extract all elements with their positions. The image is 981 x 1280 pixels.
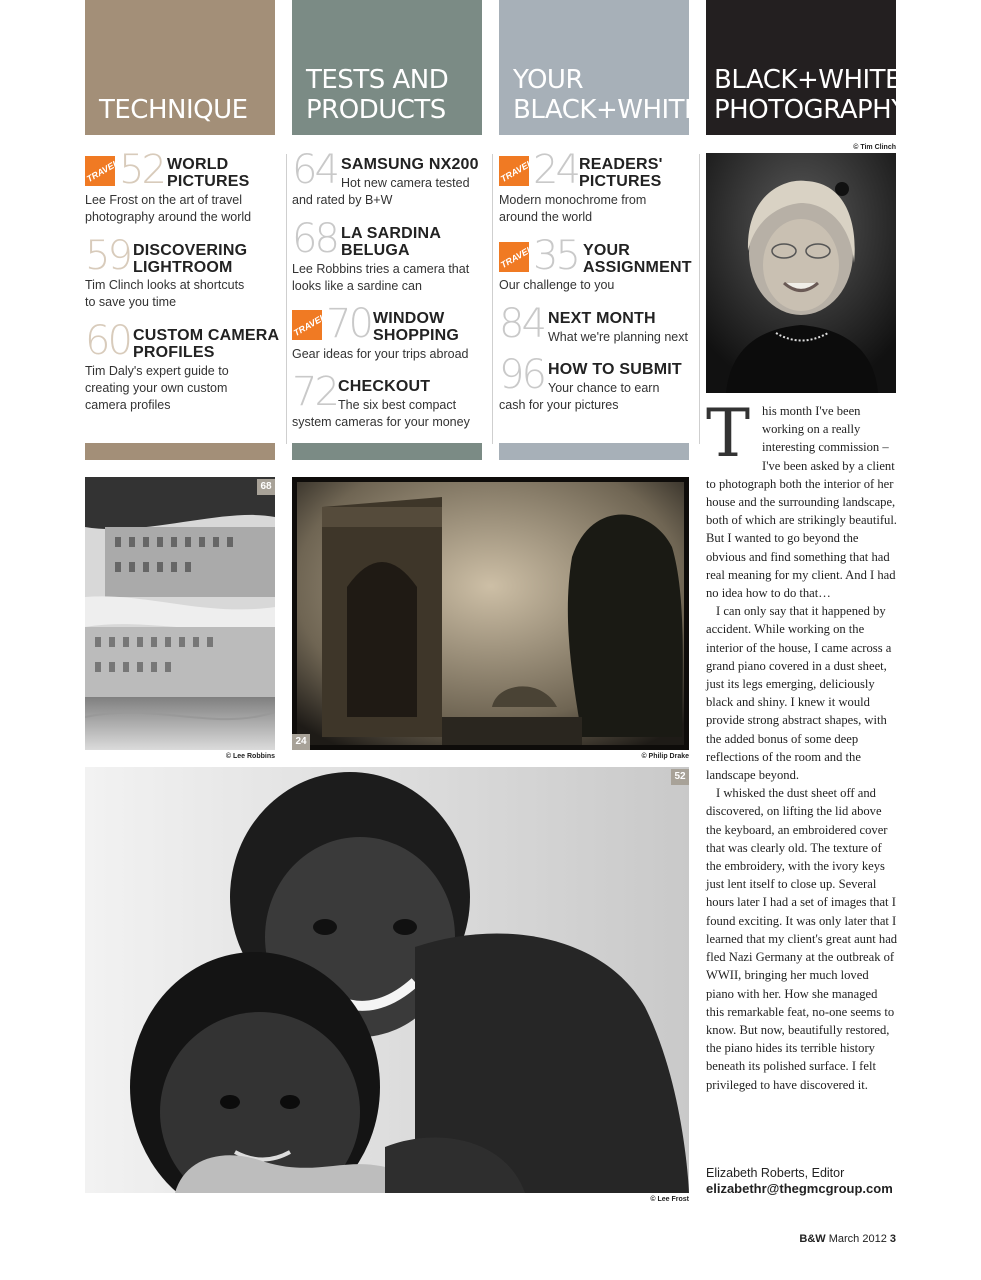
section-header-bw xyxy=(706,0,907,135)
section-header-technique xyxy=(85,0,275,135)
page-footer xyxy=(799,1233,896,1245)
entry-title: CUSTOM CAMERA xyxy=(133,327,280,344)
editor-portrait-photo[interactable] xyxy=(706,153,896,393)
entry-description: looks like a sardine can xyxy=(292,279,422,293)
travel-badge: TRAVEL xyxy=(84,157,121,185)
entry-title: SHOPPING xyxy=(373,327,460,344)
entry-description: camera profiles xyxy=(85,398,171,412)
contents-entry[interactable] xyxy=(292,369,487,434)
photo-credit: © Philip Drake xyxy=(641,753,689,760)
page-number: 35 xyxy=(533,233,578,279)
contents-entry[interactable] xyxy=(292,216,487,297)
drop-cap: T xyxy=(706,395,751,472)
column-divider xyxy=(699,154,700,444)
page-number: 84 xyxy=(499,301,544,347)
page-number: 24 xyxy=(533,147,578,193)
entry-title: YOUR xyxy=(583,242,631,259)
paris-image xyxy=(85,477,275,750)
section-bar xyxy=(499,443,689,460)
section-bar xyxy=(292,443,482,460)
contents-entry[interactable] xyxy=(84,147,280,236)
entry-title: PROFILES xyxy=(133,344,215,361)
entry-description: Lee Robbins tries a camera that xyxy=(292,262,470,276)
editor-portrait-image xyxy=(706,153,896,393)
footer-page-number: 3 xyxy=(889,1233,896,1245)
contents-entry[interactable] xyxy=(499,352,694,417)
paris-reflection-photo[interactable] xyxy=(85,477,275,750)
footer-brand: B&W xyxy=(799,1233,826,1245)
entry-title: PICTURES xyxy=(579,173,662,190)
entry-title: SAMSUNG NX200 xyxy=(341,156,479,173)
article-paragraph: I can only say that it happened by accident. While working on the interior of the house, I came across a grand piano covered in a dust sheet, just its legs emerging, deliciously black and shiny. I knew it would provide strong abstract shapes, with the added bonus of some deep reflections of the room and the landscape beyond. xyxy=(706,604,892,783)
contents-entry[interactable] xyxy=(498,233,694,297)
page-number: 59 xyxy=(85,233,130,279)
contents-entry[interactable] xyxy=(499,301,694,350)
entry-description: Hot new camera tested xyxy=(341,176,470,190)
arch-photo[interactable] xyxy=(292,477,689,750)
entry-description: Tim Clinch looks at shortcuts xyxy=(85,278,245,292)
section-title: PHOTOGRAPHY xyxy=(714,95,907,125)
page-number: 70 xyxy=(326,301,371,347)
entry-description: Our challenge to you xyxy=(499,278,615,292)
section-title: BLACK+WHITE xyxy=(513,95,700,125)
page-number: 52 xyxy=(119,147,164,193)
entry-description: and rated by B+W xyxy=(292,193,393,207)
section-bar xyxy=(85,443,275,460)
editor-email-link[interactable]: elizabethr@thegmcgroup.com xyxy=(706,1181,893,1196)
entry-description: to save you time xyxy=(85,295,177,309)
entry-description: Your chance to earn xyxy=(548,381,660,395)
travel-badge: TRAVEL xyxy=(498,243,535,271)
editor-letter xyxy=(706,395,898,1094)
entry-title: ASSIGNMENT xyxy=(583,259,692,276)
children-photo[interactable] xyxy=(85,767,689,1193)
entry-title: HOW TO SUBMIT xyxy=(548,361,682,378)
arch-image xyxy=(292,477,689,750)
section-title: BLACK+WHITE xyxy=(714,65,901,95)
entry-description: What we're planning next xyxy=(548,330,688,344)
page-number-badge: 52 xyxy=(671,769,689,785)
section-title: PRODUCTS xyxy=(306,95,446,125)
entry-description: photography around the world xyxy=(85,210,252,224)
section-title: TESTS AND xyxy=(306,65,449,95)
photo-credit: © Tim Clinch xyxy=(853,144,896,151)
footer-issue: March 2012 xyxy=(828,1233,887,1245)
section-title: YOUR xyxy=(513,65,584,95)
page-number: 72 xyxy=(292,369,337,415)
entry-title: BELUGA xyxy=(341,242,410,259)
article-paragraph: his month I've been working on a really interesting commission – I've been asked by a client to photograph both the interior of her house and the surrounding landscape, both of which are strikingly beautiful. But I wanted to go beyond the obvious and find something that had real meaning for my client. And I had no idea how to do that… xyxy=(706,404,897,601)
entry-description: Tim Daly's expert guide to xyxy=(85,364,229,378)
children-image xyxy=(85,767,689,1193)
entry-title: NEXT MONTH xyxy=(548,310,656,327)
contents-entry[interactable] xyxy=(498,147,694,228)
page-number: 60 xyxy=(85,318,130,364)
contents-entry[interactable] xyxy=(85,233,280,314)
editor-signature: Elizabeth Roberts, Editor xyxy=(706,1166,845,1180)
entry-title: READERS' xyxy=(579,156,663,173)
entry-title: PICTURES xyxy=(167,173,250,190)
contents-entry[interactable] xyxy=(85,318,280,417)
entry-title: DISCOVERING xyxy=(133,242,248,259)
entry-description: around the world xyxy=(499,210,593,224)
article-paragraph: I whisked the dust sheet off and discovered, on lifting the lid above the keyboard, an embroidered cover that was clearly old. The texture of the embroidery, with the ivory keys just lent itself to close up. Several hours later I had a set of images that I found exciting. It was only later that I learned that my client's great aunt had fled Nazi Germany at the outbreak of WWII, bringing her much loved piano with her. How she managed this remarkable feat, no-one seems to know. But now, beautifully restored, the piano hides its terrible history beneath its polished surface. I felt privileged to have discovered it. xyxy=(706,786,898,1092)
entry-description: The six best compact xyxy=(338,398,457,412)
section-header-yours xyxy=(499,0,700,135)
contents-entry[interactable] xyxy=(291,301,487,365)
entry-description: system cameras for your money xyxy=(292,415,470,429)
section-title: TECHNIQUE xyxy=(99,95,248,125)
travel-badge: TRAVEL xyxy=(291,311,328,339)
entry-description: Modern monochrome from xyxy=(499,193,647,207)
page-number: 64 xyxy=(292,147,337,193)
column-divider xyxy=(286,154,287,444)
page-number-badge: 24 xyxy=(292,734,310,750)
travel-badge: TRAVEL xyxy=(498,157,535,185)
photo-credit: © Lee Frost xyxy=(650,1196,689,1203)
signature-block xyxy=(706,1165,906,1197)
column-divider xyxy=(492,154,493,444)
page-number-badge: 68 xyxy=(257,479,275,495)
entry-description: Lee Frost on the art of travel xyxy=(85,193,243,207)
page-number: 96 xyxy=(499,352,544,398)
section-header-tests xyxy=(292,0,482,135)
entry-title: LIGHTROOM xyxy=(133,259,233,276)
photo-credit: © Lee Robbins xyxy=(225,753,275,760)
entry-title: CHECKOUT xyxy=(338,378,431,395)
entry-description: Gear ideas for your trips abroad xyxy=(292,347,469,361)
page-number: 68 xyxy=(292,216,337,262)
entry-description: creating your own custom xyxy=(85,381,228,395)
entry-title: LA SARDINA xyxy=(341,225,442,242)
contents-entry[interactable] xyxy=(292,147,487,212)
entry-title: WINDOW xyxy=(373,310,445,327)
entry-description: cash for your pictures xyxy=(499,398,619,412)
entry-title: WORLD xyxy=(167,156,229,173)
